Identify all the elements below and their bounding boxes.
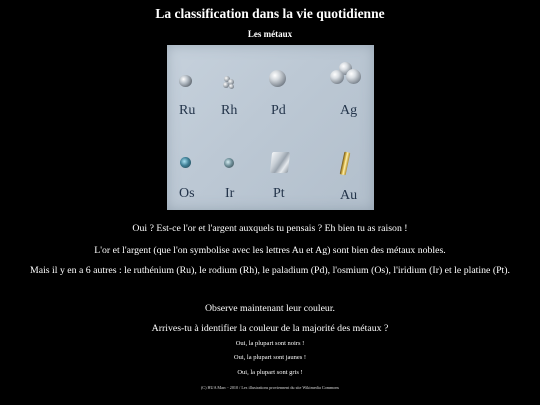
noble-metals-photo [167, 45, 374, 210]
symbol-ag: Ag [340, 103, 358, 118]
text-line-color-question: Arrives-tu à identifier la couleur de la majorité des métaux ? [151, 323, 389, 334]
osmium-sample [180, 157, 192, 169]
platinum-sample [271, 152, 290, 174]
rhodium-sample [222, 75, 236, 89]
ruthenium-sample [179, 75, 193, 87]
symbol-ru: Ru [179, 103, 196, 118]
text-line-au-ag: L'or et l'argent (que l'on symbolise avec les lettres Au et Ag) sont bien des métaux nobles. [94, 245, 446, 256]
page-subtitle: Les métaux [247, 29, 293, 39]
text-line-observe-color: Observe maintenant leur couleur. [204, 303, 336, 314]
answer-option-black[interactable]: Oui, la plupart sont noirs ! [235, 340, 305, 347]
footer-credit: (C) HUA Marc - 2010 / Les illustrations proviennent du site Wikimedia Commons [200, 385, 340, 390]
answer-option-gray[interactable]: Oui, la plupart sont gris ! [237, 369, 303, 376]
symbol-rh: Rh [221, 103, 238, 118]
iridium-sample [224, 158, 235, 169]
symbol-pd: Pd [271, 103, 286, 118]
symbol-ir: Ir [225, 186, 235, 201]
symbol-au: Au [340, 188, 358, 203]
gold-sample [341, 152, 351, 176]
page-title: La classification dans la vie quotidienne [155, 6, 385, 21]
silver-sample [330, 62, 362, 86]
symbol-os: Os [179, 186, 195, 201]
text-line-six-others: Mais il y en a 6 autres : le ruthénium (Ru), le rodium (Rh), le paladium (Pd), l'osmium (Os), l'iridium (Ir) et le platine (Pt). [30, 265, 510, 276]
symbol-pt: Pt [273, 186, 285, 201]
text-line-gold-silver-question: Oui ? Est-ce l'or et l'argent auxquels tu pensais ? Eh bien tu as raison ! [132, 223, 408, 234]
answer-option-yellow[interactable]: Oui, la plupart sont jaunes ! [233, 354, 307, 361]
palladium-sample [269, 70, 286, 87]
